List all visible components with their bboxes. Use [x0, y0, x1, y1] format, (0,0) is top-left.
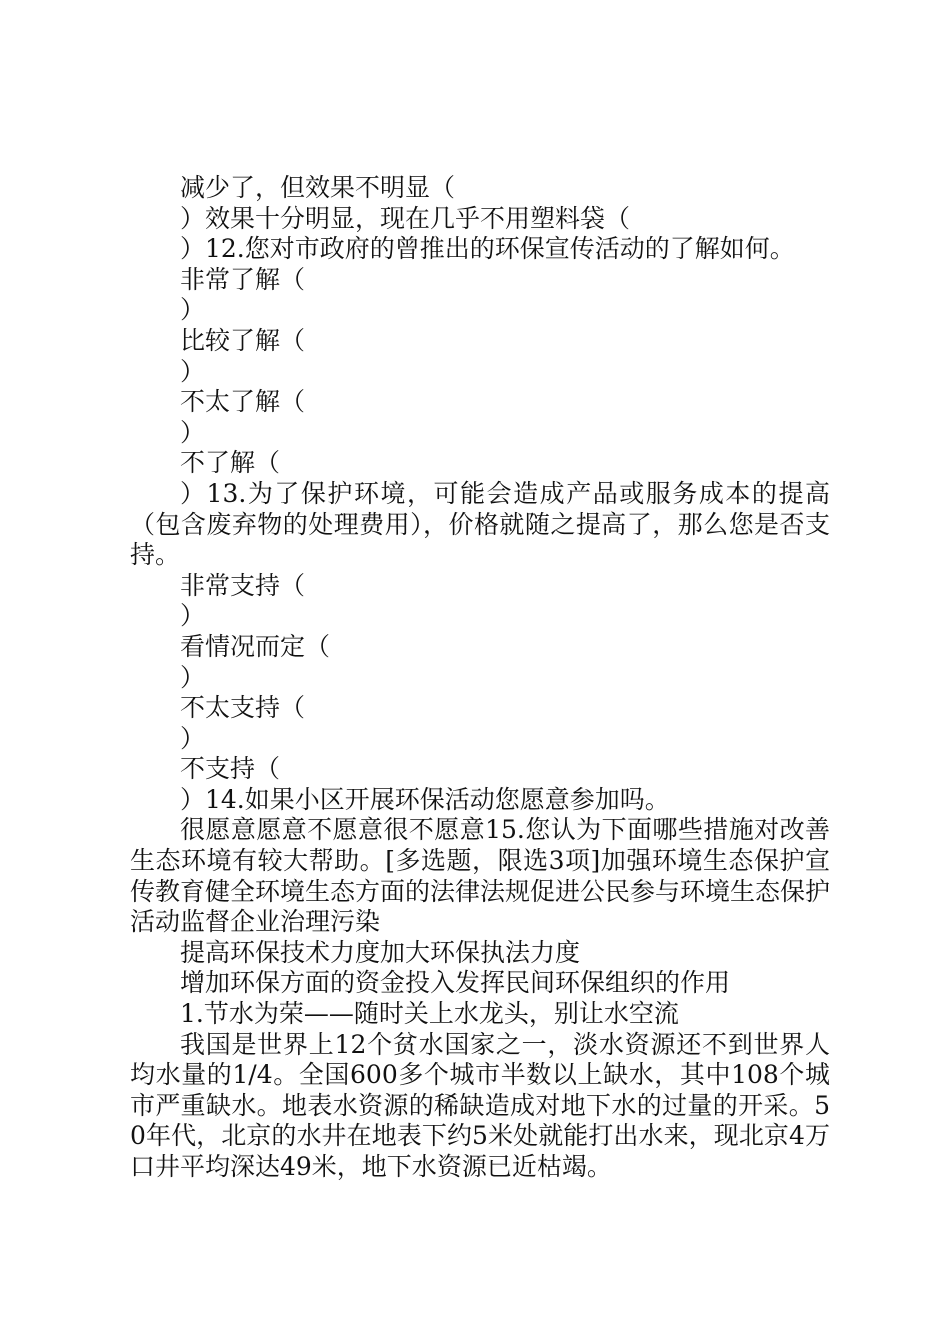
paragraph: ）13.为了保护环境，可能会造成产品或服务成本的提高（包含废弃物的处理费用），价格就随之提高了，那么您是否支持。 [130, 478, 830, 570]
paragraph: ）14.如果小区开展环保活动您愿意参加吗。 [180, 784, 670, 814]
paragraph: 非常了解（ [180, 264, 306, 294]
paragraph: 看情况而定（ [180, 631, 331, 661]
paragraph: 很愿意愿意不愿意很不愿意15.您认为下面哪些措施对改善生态环境有较大帮助。[多选题，限选3项]加强环境生态保护宣传教育健全环境生态方面的法律法规促进公民参与环境生态保护活动监督企业治理污染 [130, 815, 831, 937]
paragraph: 非常支持（ [180, 570, 306, 600]
paragraph: 不支持（ [180, 754, 281, 784]
paragraph: 提高环保技术力度加大环保执法力度 [180, 937, 581, 967]
document-body [130, 173, 830, 1183]
paragraph: 减少了，但效果不明显（ [180, 173, 456, 202]
paragraph: ） [180, 723, 206, 753]
paragraph: 增加环保方面的资金投入发挥民间环保组织的作用 [180, 968, 731, 998]
paragraph: 1.节水为荣——随时关上水龙头，别让水空流 [180, 999, 679, 1029]
paragraph: 不太了解（ [180, 387, 306, 417]
paragraph: ） [180, 662, 206, 692]
paragraph: 不太支持（ [180, 693, 306, 723]
paragraph: ） [180, 417, 206, 447]
paragraph: ） [180, 295, 206, 325]
paragraph: 我国是世界上12个贫水国家之一，淡水资源还不到世界人均水量的1/4。全国600多个城市半数以上缺水，其中108个城市严重缺水。地表水资源的稀缺造成对地下水的过量的开采。50年代，北京的水井在地表下约5米处就能打出水来，现北京4万口井平均深达49米，地下水资源已近枯竭。 [130, 1029, 830, 1181]
paragraph: ）12.您对市政府的曾推出的环保宣传活动的了解如何。 [180, 234, 795, 264]
paragraph: ） [180, 601, 206, 631]
paragraph: 比较了解（ [180, 325, 306, 355]
paragraph: 不了解（ [180, 448, 281, 478]
paragraph: ）效果十分明显，现在几乎不用塑料袋（ [180, 203, 631, 233]
paragraph: ） [180, 356, 206, 386]
